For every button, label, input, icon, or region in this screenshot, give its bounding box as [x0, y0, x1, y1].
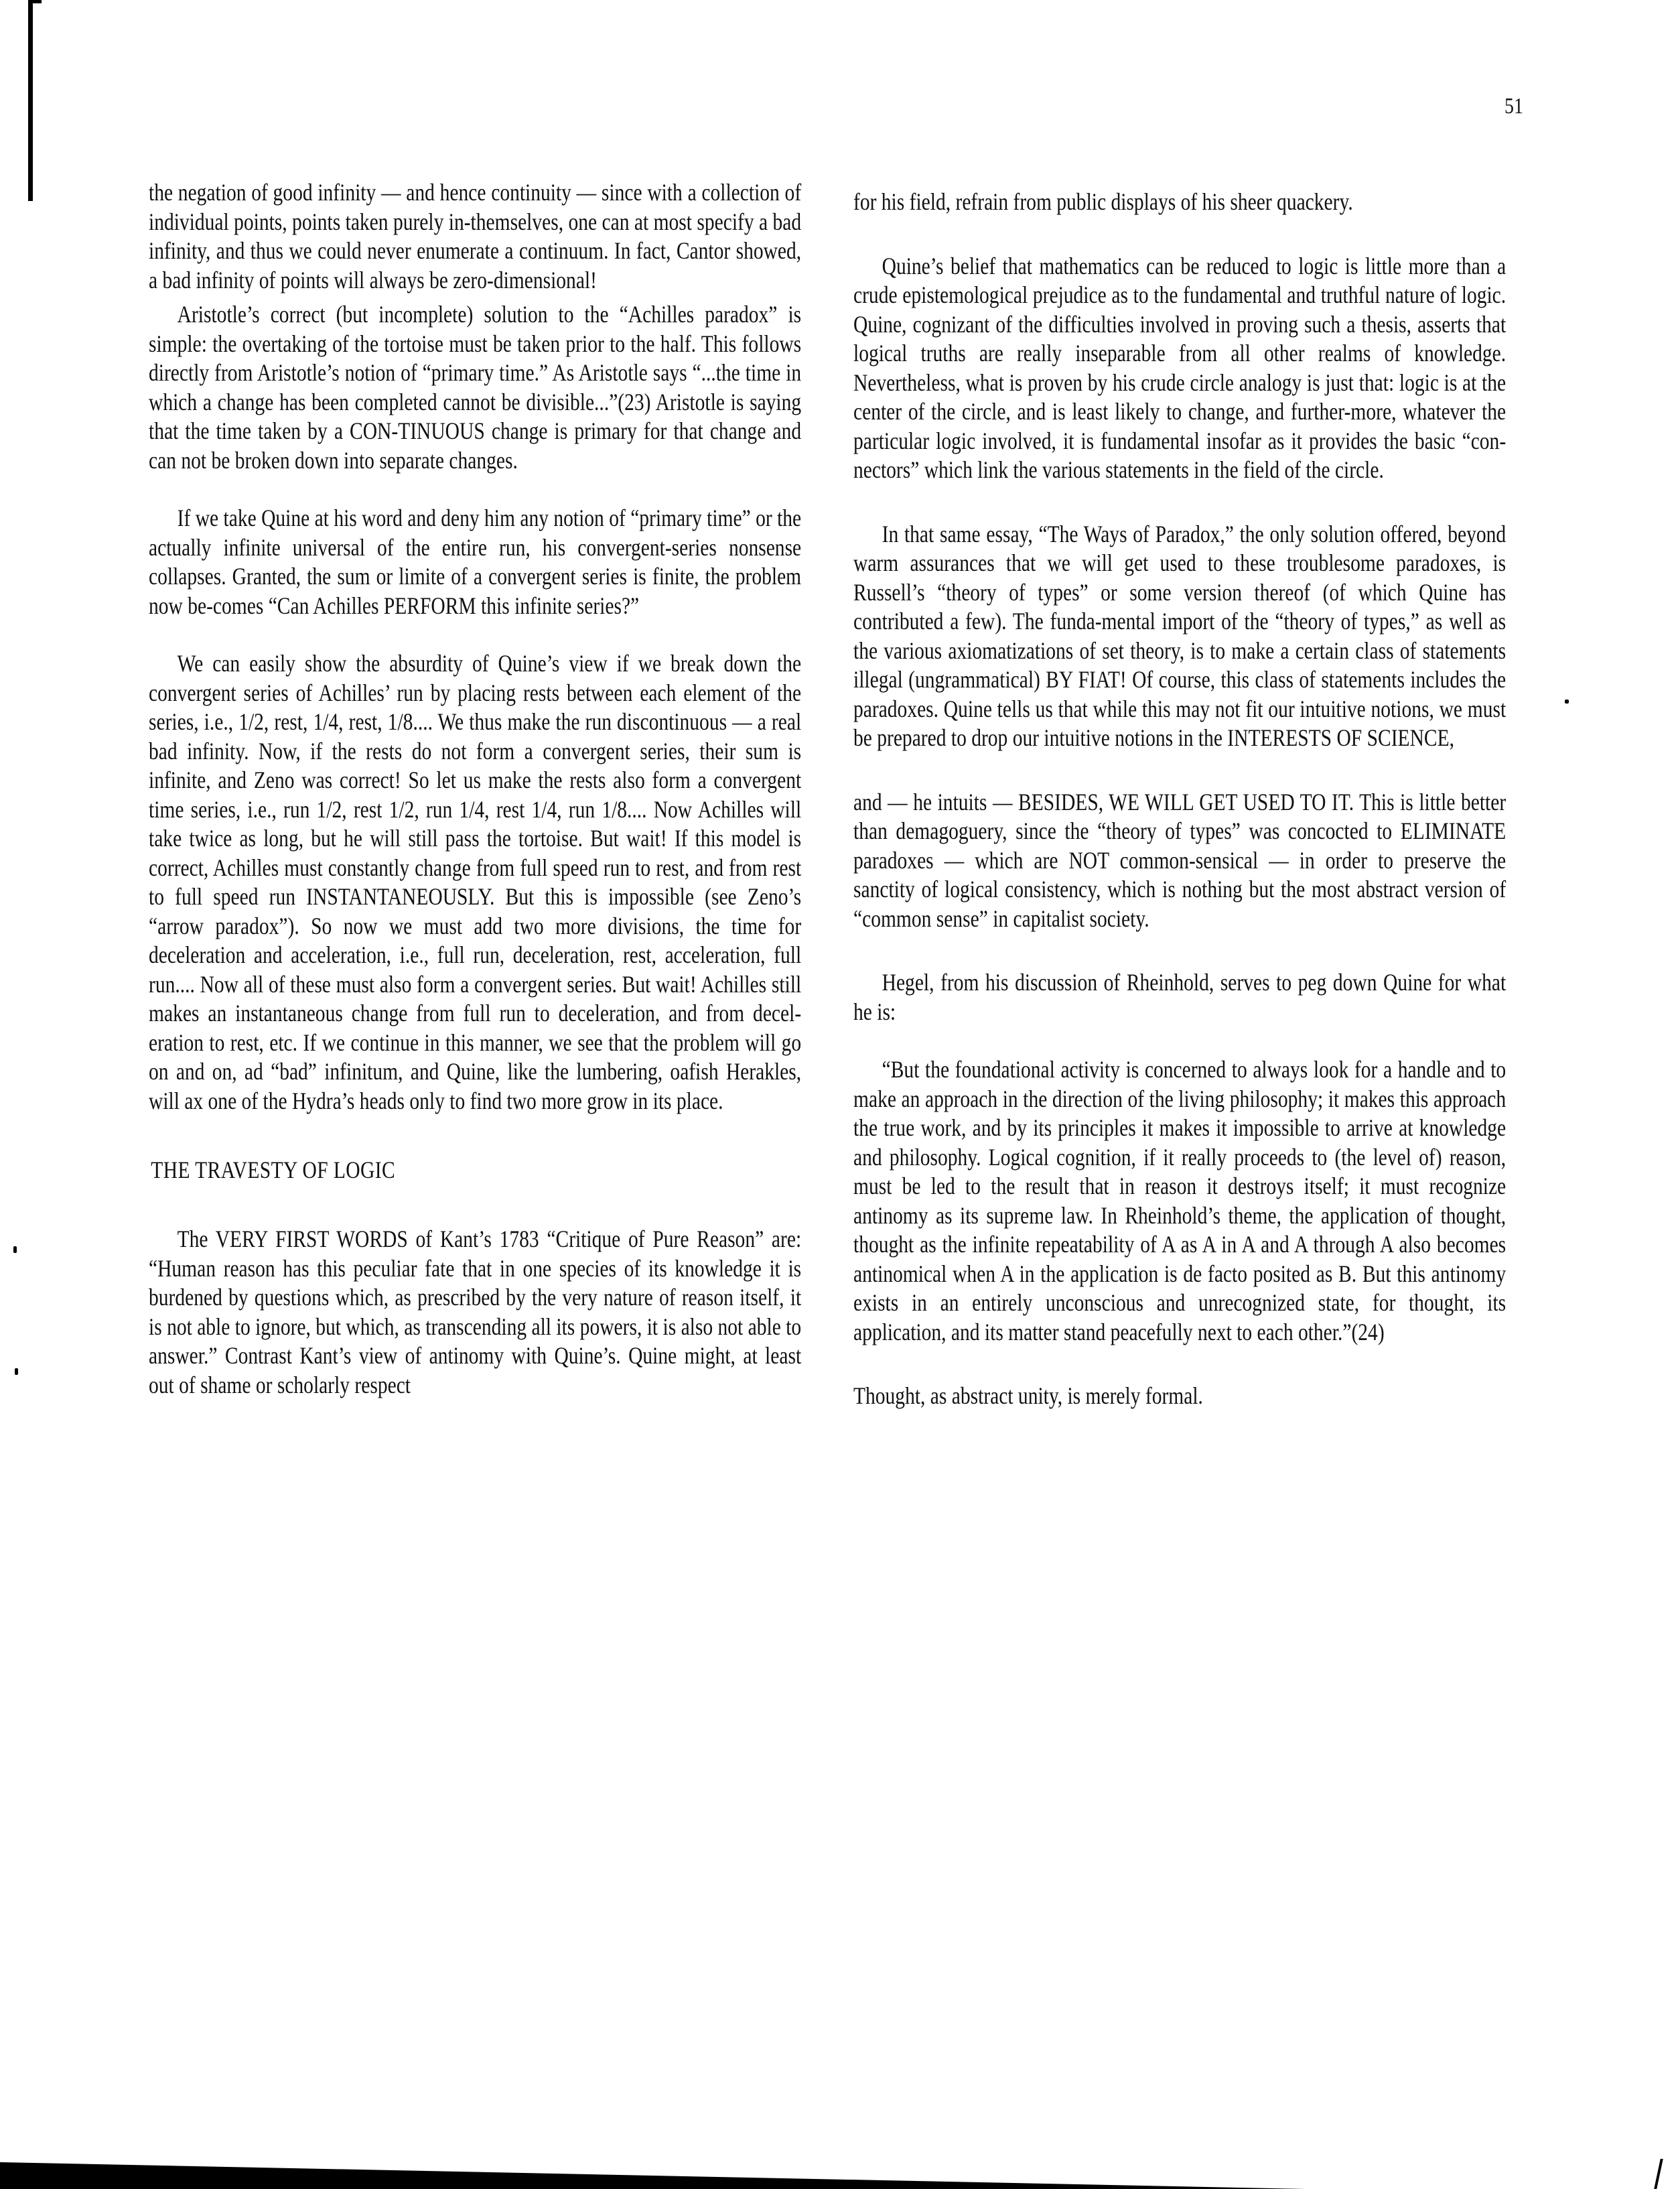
paragraph: If we take Quine at his word and deny him any notion of “primary time” or the actually infinite universal of the entire run, his convergent-series nonsense collapses. Granted, the sum or limite of a convergent series is finite, the problem now be-comes “Can Achilles PERFORM this infinite series?” — [149, 505, 802, 619]
scan-shadow-bottom — [0, 2162, 1306, 2189]
paragraph: the negation of good infinity — and hence continuity — since with a collection of individual points, points taken purely in-themselves, one can at most specify a bad infinity, and thus we could never enumerate a continuum. In fact, Cantor showed, a bad infinity of points will always be zero-dimensional! — [149, 179, 802, 293]
closing-line: Thought, as abstract unity, is merely formal. — [853, 1382, 1203, 1409]
section-heading: THE TRAVESTY OF LOGIC — [151, 1156, 396, 1183]
paragraph: Hegel, from his discussion of Rheinhold, serves to peg down Quine for what he is: — [853, 969, 1507, 1025]
paragraph: We can easily show the absurdity of Quine’s view if we break down the convergent series of Achilles’ run by placing rests between each element of the series, i.e., 1/2, rest, 1/4, rest, 1/8.... We thus make the run discontinuous — a real bad infinity. Now, if the rests do not form a convergent series, their sum is infinite, and Zeno was correct! So let us make the rests also form a convergent time series, i.e., run 1/2, rest 1/2, run 1/4, rest 1/4, run 1/8.... Now Achilles will take twice as long, but he will still pass the tortoise. But wait! If this model is correct, Achilles must constantly change from full speed run to rest, and from rest to full speed run INSTANTANEOUSLY. But this is impossible (see Zeno’s “arrow paradox”). So now we must add two more divisions, the time for deceleration and acceleration, i.e., full run, deceleration, rest, acceleration, full run.... Now all of these must also form a convergent series. But wait! Achilles still makes an instantaneous change from full run to deceleration, and from decel-eration to rest, etc. If we continue in this manner, we see that the problem will go on and on, ad “bad” infinitum, and Quine, like the lumbering, oafish Herakles, will ax one of the Hydra’s heads only to find two more grow in its place. — [149, 650, 802, 1114]
right-column — [853, 188, 1506, 1411]
paragraph: In that same essay, “The Ways of Paradox,” the only solution offered, beyond warm assurances that we will get used to these troublesome paradoxes, is Russell’s “theory of types” or some version thereof (of which Quine has contributed a few). The funda-mental import of the “theory of types,” as well as the various axiomatizations of set theory, is to make a certain class of statements illegal (ungrammatical) BY FIAT! Of course, this class of statements includes the paradoxes. Quine tells us that while this may not fit our intuitive notions, we must be prepared to drop our intuitive notions in the INTERESTS OF SCIENCE, — [853, 520, 1507, 751]
margin-mark — [1565, 700, 1569, 704]
block-quote — [853, 1055, 1506, 1347]
quote-text: “But the foundational activity is concerned to always look for a handle and to make an approach in the direction of the living philosophy; it makes this approach the true work, and by its principles it makes it impossible to arrive at knowledge and philosophy. Logical cognition, if it really proceeds to (the level of) reason, must be led to the result that in reason it destroys itself; it must recognize antinomy as its supreme law. In Rheinhold’s theme, the application of thought, thought as the infinite repeatability of A as A in A and A through A also becomes antinomical when A in the application is de facto posited as B. But this antinomy exists in an entirely unconscious and unrecognized state, for thought, its application, and its matter stand peacefully next to each other.”(24) — [853, 1056, 1507, 1345]
left-column — [149, 178, 801, 1400]
margin-mark — [13, 1246, 17, 1253]
paragraph: Quine’s belief that mathematics can be reduced to logic is little more than a crude epistemological prejudice as to the fundamental and truthful nature of logic. Quine, cognizant of the difficulties involved in proving such a thesis, asserts that logical truths are really inseparable from all other realms of knowledge. Nevertheless, what is proven by his crude circle analogy is just that: logic is at the center of the circle, and is least likely to change, and further-more, whatever the particular logic involved, it is fundamental insofar as it provides the basic “con-nectors” which link the various statements in the field of the circle. — [853, 252, 1507, 483]
paragraph: and — he intuits — BESIDES, WE WILL GET USED TO IT. This is little better than demagoguery, since the “theory of types” was concocted to ELIMINATE paradoxes — which are NOT common-sensical — in order to preserve the sanctity of logical consistency, which is nothing but the most abstract version of “common sense” in capitalist society. — [853, 788, 1507, 932]
scan-mark-bottom-right — [1654, 2159, 1663, 2189]
paragraph: for his field, refrain from public displays of his sheer quackery. — [853, 188, 1353, 215]
paragraph: The VERY FIRST WORDS of Kant’s 1783 “Critique of Pure Reason” are: “Human reason has this peculiar fate that in one species of its knowledge it is burdened by questions which, as prescribed by the very nature of reason itself, it is not able to ignore, but which, as transcending all its powers, it is also not able to answer.” Contrast Kant’s view of antinomy with Quine’s. Quine might, at least out of shame or scholarly respect — [149, 1225, 802, 1398]
page-number: 51 — [1504, 94, 1523, 119]
paragraph: Aristotle’s correct (but incomplete) solution to the “Achilles paradox” is simple: the overtaking of the tortoise must be taken prior to the half. This follows directly from Aristotle’s notion of “primary time.” As Aristotle says “...the time in which a change has been completed cannot be divisible...”(23) Aristotle is saying that the time taken by a CON-TINUOUS change is primary for that change and can not be broken down into separate changes. — [149, 301, 802, 474]
scan-page-edge-left — [28, 0, 33, 201]
margin-mark — [15, 1368, 18, 1375]
